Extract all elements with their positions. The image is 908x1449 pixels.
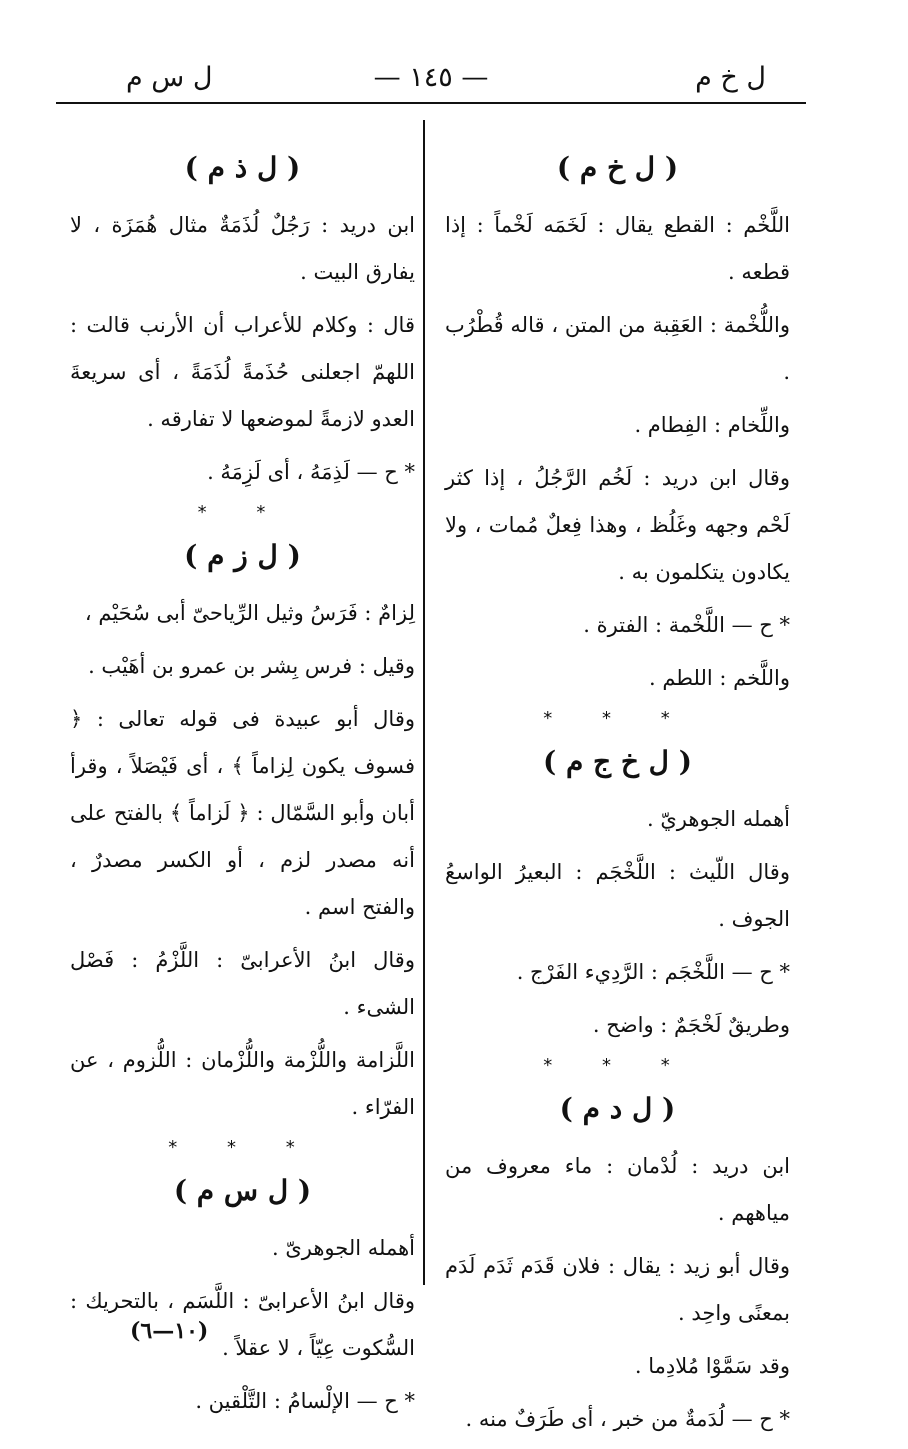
entry-paragraph: وقال أبو زيد : يقال : فلان قَدَم ثَدَم لَدَم بمعنًى واحِد . — [445, 1254, 790, 1325]
entry-heading-lsm: ( ل س م ) — [173, 1174, 312, 1207]
entry-paragraph: واللَّخم : اللطم . — [648, 666, 790, 690]
header-rule — [56, 102, 806, 104]
header-left-root: ل س م — [126, 62, 213, 93]
section-separator: * * * — [543, 708, 692, 729]
entry-paragraph: قال : وكلام للأعراب أن الأرنب قالت : اللهمّ اجعلنى حُذَمةً لُذَمَةً ، أى سريعةَ العدو لازمةً لموضعها لا تفارقه . — [70, 313, 415, 431]
entry-paragraph: واللِّخام : الفِطام . — [634, 413, 790, 437]
section-separator: * * — [197, 502, 288, 523]
left-column — [70, 140, 415, 1431]
entry-paragraph: * ح — الإلْسامُ : التَّلْقين . — [195, 1389, 415, 1413]
entry-paragraph: * ح — لَذِمَهُ ، أى لَزِمَهُ . — [207, 460, 415, 484]
right-column — [445, 140, 790, 1449]
column-divider — [423, 120, 425, 1285]
entry-paragraph: ابن دريد : لُدْمان : ماء معروف من مياههم . — [445, 1154, 790, 1225]
header-right-root: ل خ م — [695, 62, 766, 93]
entry-paragraph: أهمله الجوهريّ . — [646, 807, 790, 831]
entry-paragraph: لِزامٌ : فَرَسُ وثيل الرِّياحىّ أبى سُحَيْم ، — [84, 601, 415, 625]
entry-paragraph: ابن دريد : رَجُلٌ لُذَمَةٌ مثال هُمَزَة ، لا يفارق البيت . — [70, 213, 415, 284]
page-header — [56, 62, 806, 102]
entry-paragraph: * ح — اللَّخْمة : الفترة . — [583, 613, 790, 637]
section-separator: * * * — [543, 1055, 692, 1076]
entry-heading-ldhm: ( ل ذ م ) — [184, 151, 301, 184]
signature-mark: (١٠—٦) — [130, 1318, 209, 1344]
entry-paragraph: وقيل : فرس بِشر بن عمرو بن أهَيْب . — [88, 654, 415, 678]
entry-heading-lkhm: ( ل خ م ) — [556, 151, 679, 184]
entry-paragraph: وقد سَمَّوْا مُلادِما . — [634, 1354, 790, 1378]
entry-heading-lkhjm: ( ل خ ج م ) — [542, 745, 693, 778]
entry-paragraph: أهمله الجوهرىّ . — [271, 1236, 415, 1260]
entry-paragraph: وقال ابنُ الأعرابىّ : اللَّزْمُ : فَصْل الشىء . — [70, 948, 415, 1019]
entry-paragraph: واللُّخْمة : العَقِبة من المتن ، قاله قُطْرُب . — [445, 313, 790, 384]
entry-paragraph: وقال اللّيث : اللَّخْجَم : البعيرُ الواسعُ الجوف . — [445, 860, 790, 931]
entry-paragraph: * ح — لُدَمةٌ من خبر ، أى طَرَفٌ منه . — [465, 1407, 790, 1431]
entry-paragraph: * ح — اللَّخْجَم : الرَّدِيء الفَرْج . — [516, 960, 790, 984]
entry-heading-lzm: ( ل ز م ) — [184, 539, 301, 572]
page-number: — ١٤٥ — — [373, 62, 489, 93]
entry-paragraph: اللَّخْم : القطع يقال : لَخَمَه لَخْماً : إذا قطعه . — [445, 213, 790, 284]
section-separator: * * * — [168, 1137, 317, 1158]
entry-paragraph: وقال ابن دريد : لَخُم الرَّجُلُ ، إذا كثر لَحْم وجهه وغَلُظ ، وهذا فِعلٌ مُمات ، ولا يكادون يتكلمون به . — [445, 466, 790, 584]
entry-paragraph: اللَّزامة واللُّزْمة واللُّزْمان : اللُّزوم ، عن الفرّاء . — [70, 1048, 415, 1119]
entry-paragraph: وقال أبو عبيدة فى قوله تعالى : ﴿ فسوف يكون لِزاماً ﴾ ، أى فَيْصَلاً ، وقرأ أبان وأبو السَّمّال : ﴿ لَزاماً ﴾ بالفتح على أنه مصدر لزم ، أو الكسر مصدرٌ ، والفتح اسم . — [70, 707, 415, 919]
entry-paragraph: وطريقٌ لَخْجَمٌ : واضح . — [592, 1013, 790, 1037]
entry-paragraph: وقال ابنُ الأعرابىّ : اللَّسَم ، بالتحريك : السُّكوت عِيّاً ، لا عقلاً . — [70, 1289, 415, 1360]
entry-heading-ldm: ( ل د م ) — [559, 1092, 676, 1125]
